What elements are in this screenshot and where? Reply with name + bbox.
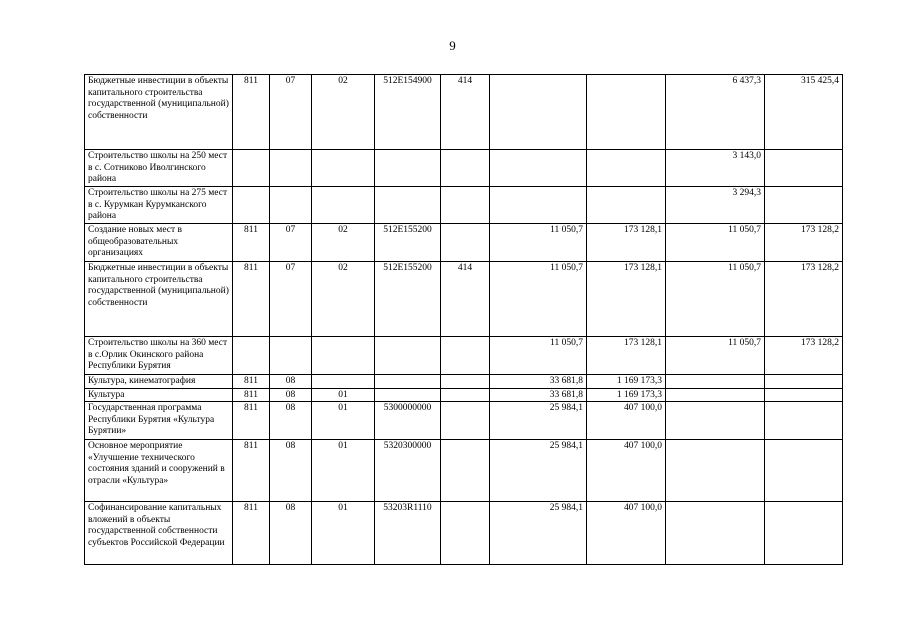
cell-name: Создание новых мест в общеобразовательных организациях bbox=[85, 224, 233, 262]
cell-amount-4: 315 425,4 bbox=[765, 75, 843, 150]
cell-name: Государственная программа Республики Бурятия «Культура Бурятии» bbox=[85, 402, 233, 440]
table-row bbox=[85, 262, 843, 337]
cell-subsection-code bbox=[312, 187, 375, 224]
cell-subsection-code bbox=[312, 337, 375, 375]
cell-subsection-code: 01 bbox=[312, 388, 375, 402]
cell-amount-3 bbox=[666, 402, 765, 440]
cell-amount-3: 3 143,0 bbox=[666, 150, 765, 187]
cell-target-code bbox=[375, 388, 441, 402]
cell-amount-4 bbox=[765, 375, 843, 389]
cell-amount-1: 25 984,1 bbox=[490, 402, 587, 440]
cell-target-code bbox=[375, 337, 441, 375]
budget-table bbox=[84, 74, 843, 565]
cell-ministry-code: 811 bbox=[233, 502, 270, 565]
cell-target-code bbox=[375, 187, 441, 224]
cell-amount-2: 173 128,1 bbox=[587, 337, 666, 375]
cell-expense-type bbox=[441, 337, 490, 375]
cell-amount-1 bbox=[490, 187, 587, 224]
cell-expense-type bbox=[441, 502, 490, 565]
cell-amount-1 bbox=[490, 75, 587, 150]
cell-section-code: 07 bbox=[270, 75, 312, 150]
cell-amount-2: 407 100,0 bbox=[587, 402, 666, 440]
table-row bbox=[85, 388, 843, 402]
cell-ministry-code: 811 bbox=[233, 388, 270, 402]
cell-target-code bbox=[375, 375, 441, 389]
cell-name: Бюджетные инвестиции в объекты капитального строительства государственной (муниципальной) собственности bbox=[85, 262, 233, 337]
cell-target-code: 5320300000 bbox=[375, 440, 441, 502]
cell-name: Софинансирование капитальных вложений в объекты государственной собственности субъектов Российской Федерации bbox=[85, 502, 233, 565]
cell-expense-type: 414 bbox=[441, 75, 490, 150]
cell-amount-3: 6 437,3 bbox=[666, 75, 765, 150]
cell-expense-type bbox=[441, 224, 490, 262]
cell-amount-4 bbox=[765, 440, 843, 502]
cell-expense-type bbox=[441, 402, 490, 440]
cell-amount-3: 3 294,3 bbox=[666, 187, 765, 224]
cell-section-code: 08 bbox=[270, 502, 312, 565]
table-row bbox=[85, 187, 843, 224]
cell-subsection-code: 02 bbox=[312, 75, 375, 150]
cell-section-code bbox=[270, 187, 312, 224]
cell-expense-type bbox=[441, 187, 490, 224]
cell-section-code bbox=[270, 337, 312, 375]
cell-ministry-code bbox=[233, 187, 270, 224]
cell-expense-type: 414 bbox=[441, 262, 490, 337]
cell-amount-4 bbox=[765, 388, 843, 402]
cell-amount-4 bbox=[765, 502, 843, 565]
cell-amount-4 bbox=[765, 187, 843, 224]
cell-name: Культура bbox=[85, 388, 233, 402]
cell-subsection-code bbox=[312, 375, 375, 389]
cell-amount-1: 33 681,8 bbox=[490, 388, 587, 402]
cell-amount-4: 173 128,2 bbox=[765, 337, 843, 375]
cell-amount-2 bbox=[587, 75, 666, 150]
cell-amount-1: 11 050,7 bbox=[490, 262, 587, 337]
cell-expense-type bbox=[441, 388, 490, 402]
cell-subsection-code: 01 bbox=[312, 502, 375, 565]
cell-target-code bbox=[375, 150, 441, 187]
cell-subsection-code: 02 bbox=[312, 224, 375, 262]
cell-name: Бюджетные инвестиции в объекты капитального строительства государственной (муниципальной) собственности bbox=[85, 75, 233, 150]
cell-section-code: 08 bbox=[270, 440, 312, 502]
cell-ministry-code: 811 bbox=[233, 262, 270, 337]
cell-amount-4: 173 128,2 bbox=[765, 224, 843, 262]
cell-ministry-code: 811 bbox=[233, 440, 270, 502]
cell-ministry-code: 811 bbox=[233, 224, 270, 262]
cell-amount-3: 11 050,7 bbox=[666, 224, 765, 262]
table-row bbox=[85, 502, 843, 565]
cell-amount-3 bbox=[666, 440, 765, 502]
cell-name: Культура, кинематография bbox=[85, 375, 233, 389]
page-number: 9 bbox=[449, 38, 456, 53]
cell-subsection-code: 01 bbox=[312, 402, 375, 440]
cell-amount-2: 407 100,0 bbox=[587, 440, 666, 502]
cell-name: Строительство школы на 275 мест в с. Курумкан Курумканского района bbox=[85, 187, 233, 224]
cell-subsection-code bbox=[312, 150, 375, 187]
cell-subsection-code: 02 bbox=[312, 262, 375, 337]
cell-amount-1 bbox=[490, 150, 587, 187]
cell-amount-3 bbox=[666, 502, 765, 565]
table-row bbox=[85, 337, 843, 375]
cell-amount-4: 173 128,2 bbox=[765, 262, 843, 337]
cell-amount-1: 25 984,1 bbox=[490, 440, 587, 502]
cell-target-code: 512E155200 bbox=[375, 262, 441, 337]
cell-amount-3: 11 050,7 bbox=[666, 262, 765, 337]
cell-ministry-code: 811 bbox=[233, 402, 270, 440]
cell-amount-3 bbox=[666, 388, 765, 402]
cell-name: Основное мероприятие «Улучшение технического состояния зданий и сооружений в отрасли «Культура» bbox=[85, 440, 233, 502]
cell-amount-3 bbox=[666, 375, 765, 389]
table-row bbox=[85, 375, 843, 389]
cell-amount-2: 173 128,1 bbox=[587, 224, 666, 262]
table-body bbox=[85, 75, 843, 565]
cell-name: Строительство школы на 250 мест в с. Сотниково Иволгинского района bbox=[85, 150, 233, 187]
cell-amount-2: 407 100,0 bbox=[587, 502, 666, 565]
cell-amount-2: 1 169 173,3 bbox=[587, 388, 666, 402]
cell-expense-type bbox=[441, 150, 490, 187]
cell-target-code: 5300000000 bbox=[375, 402, 441, 440]
cell-amount-2 bbox=[587, 187, 666, 224]
cell-amount-3: 11 050,7 bbox=[666, 337, 765, 375]
cell-amount-1: 11 050,7 bbox=[490, 224, 587, 262]
table-row bbox=[85, 440, 843, 502]
cell-amount-4 bbox=[765, 402, 843, 440]
cell-amount-2: 173 128,1 bbox=[587, 262, 666, 337]
cell-subsection-code: 01 bbox=[312, 440, 375, 502]
cell-target-code: 512E155200 bbox=[375, 224, 441, 262]
cell-ministry-code bbox=[233, 150, 270, 187]
table-row bbox=[85, 402, 843, 440]
cell-section-code bbox=[270, 150, 312, 187]
cell-section-code: 07 bbox=[270, 224, 312, 262]
cell-amount-1: 25 984,1 bbox=[490, 502, 587, 565]
cell-target-code: 53203R1110 bbox=[375, 502, 441, 565]
cell-section-code: 07 bbox=[270, 262, 312, 337]
cell-amount-2 bbox=[587, 150, 666, 187]
table-row bbox=[85, 224, 843, 262]
cell-target-code: 512E154900 bbox=[375, 75, 441, 150]
table-row bbox=[85, 75, 843, 150]
cell-expense-type bbox=[441, 440, 490, 502]
cell-ministry-code bbox=[233, 337, 270, 375]
cell-name: Строительство школы на 360 мест в с.Орлик Окинского района Республики Бурятия bbox=[85, 337, 233, 375]
cell-section-code: 08 bbox=[270, 375, 312, 389]
cell-ministry-code: 811 bbox=[233, 75, 270, 150]
cell-ministry-code: 811 bbox=[233, 375, 270, 389]
table-row bbox=[85, 150, 843, 187]
cell-amount-1: 11 050,7 bbox=[490, 337, 587, 375]
cell-section-code: 08 bbox=[270, 388, 312, 402]
cell-amount-4 bbox=[765, 150, 843, 187]
cell-expense-type bbox=[441, 375, 490, 389]
cell-amount-1: 33 681,8 bbox=[490, 375, 587, 389]
cell-amount-2: 1 169 173,3 bbox=[587, 375, 666, 389]
cell-section-code: 08 bbox=[270, 402, 312, 440]
